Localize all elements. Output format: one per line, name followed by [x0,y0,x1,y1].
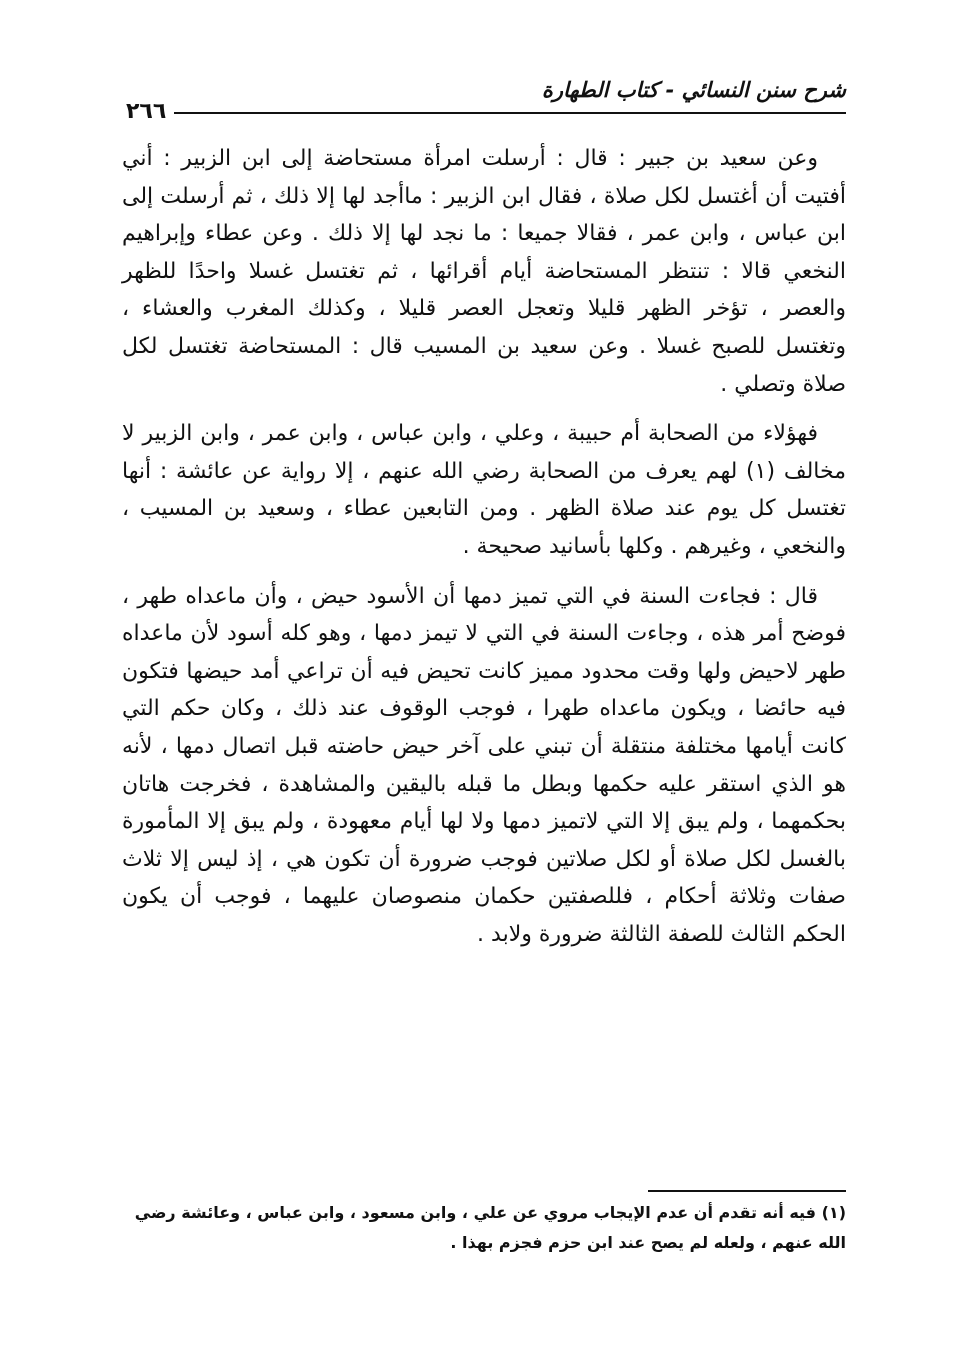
page-number: ٢٦٦ [122,100,174,124]
main-text [122,140,846,965]
paragraph: وعن سعيد بن جبير : قال : أرسلت امرأة مستحاضة إلى ابن الزبير : أني أفتيت أن أغتسل لكل صلاة ، فقال ابن الزبير : ماأجد لها إلا ذلك ، ثم أرسلت إلى ابن عباس ، وابن عمر ، فقالا جميعا : ما نجد لها إلا ذلك . وعن عطاء وإبراهيم النخعي قالا : تنتظر المستحاضة أيام أقرائها ، ثم تغتسل غسلا واحدًا للظهر والعصر ، تؤخر الظهر قليلا وتعجل العصر قليلا ، وكذلك المغرب والعشاء ، وتغتسل للصبح غسلا . وعن سعيد بن المسيب قال : المستحاضة تغتسل لكل صلاة وتصلي . [122,146,846,397]
running-header [122,74,846,130]
paragraph: فهؤلاء من الصحابة أم حبيبة ، وعلي ، وابن عباس ، وابن عمر ، وابن الزبير لا مخالف (١) لهم يعرف من الصحابة رضي الله عنهم ، إلا رواية عن عائشة : أنها تغتسل كل يوم عند صلاة الظهر . ومن التابعين عطاء ، وسعيد بن المسيب ، والنخعي ، وغيرهم . وكلها بأسانيد صحيحة . [122,421,846,559]
paragraph: قال : فجاءت السنة في التي تميز دمها أن الأسود حيض ، وأن ماعداه طهر ، فوضح أمر هذه ، وجاءت السنة في التي لا تيمز دمها ، وهو كله أسود لأن ماعداه طهر لاحيض ولها وقت محدود مميز كانت تحيض فيه أن تراعي أمد حيضها فتكون فيه حائضا ، ويكون ماعداه طهرا ، فوجب الوقوف عند ذلك ، وكان حكم التي كانت أيامها مختلفة منتقلة أن تبني على آخر حيض حاضته قبل اتصال دمها ، لأنه هو الذي استقر عليه حكمها وبطل ما قبله باليقين والمشاهدة ، فخرجت هاتان بحكمهما ، ولم يبق إلا التي لاتميز دمها ولا لها أيام معهودة ، ولم يبق إلا المأمورة بالغسل لكل صلاة أو لكل صلاتين فوجب ضرورة أن تكون هي ، إذ ليس إلا ثلاث صفات وثلاثة أحكام ، فللصفتين حكمان منصوصان عليهما ، فوجب أن يكون الحكم الثالث للصفة الثالثة ضرورة ولابد . [122,583,846,947]
footnote-rule [648,1190,846,1192]
header-rule [122,112,846,114]
footnote: (١) فيه أنه تقدم أن عدم الإيجاب مروي عن علي ، وابن مسعود ، وابن عباس ، وعائشة رضي الله عنهم ، ولعله لم يصح عند ابن حزم فجزم بهذا . [134,1203,846,1252]
header-title: شرح سنن النسائي - كتاب الطهارة [541,78,846,102]
